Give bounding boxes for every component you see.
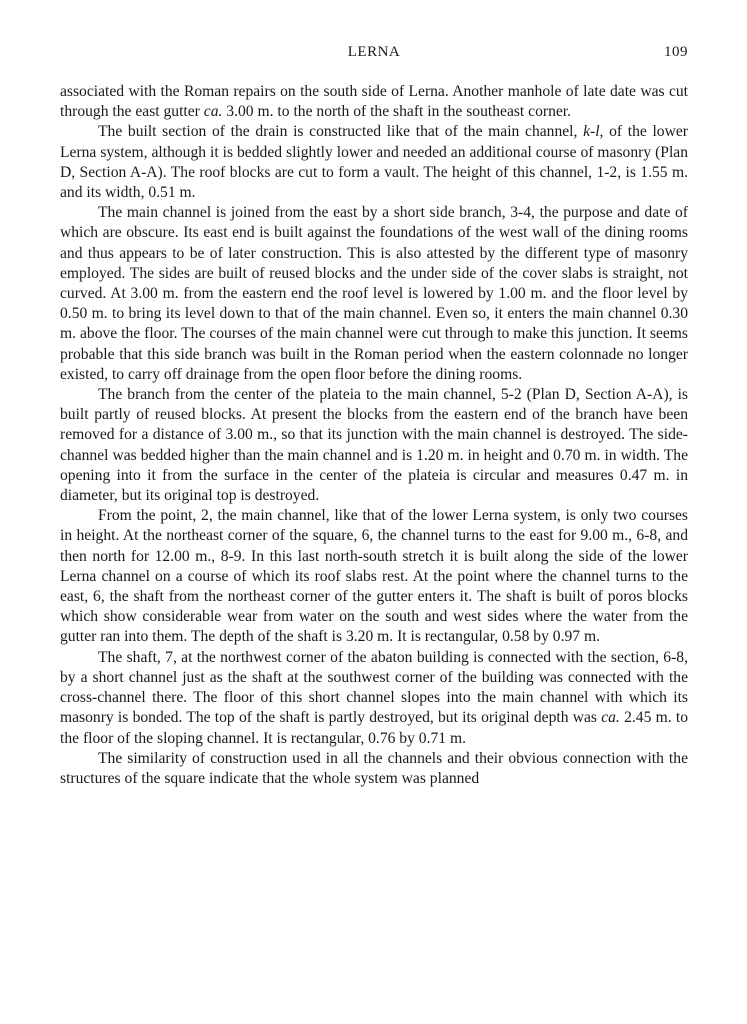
text-span: The main channel is joined from the east by a short side branch, 3-4, the purpose and date of which are obscure. Its east end is built against the foundations of the west wall of the dining rooms and thus appears to be of later construction. This is also attested by the different type of masonry employed. The sides are built of reused blocks and the under side of the cover slabs is straight, not curved. At 3.00 m. from the eastern end the roof level is lowered by 1.00 m. and the floor level by 0.50 m. to bring its level down to that of the main channel. Even so, it enters the main channel 0.30 m. above the floor. The courses of the main channel were cut through to make this junction. It seems probable that this side branch was built in the Roman period when the eastern colonnade no longer existed, to carry off drainage from the open floor before the dining rooms. [60, 204, 688, 383]
text-span: associated with the Roman repairs on the south side of Lerna. Another manhole of late date was cut through the east gutter [60, 83, 688, 121]
paragraph-5 [60, 506, 688, 647]
paragraph-1 [60, 82, 688, 122]
paragraph-6 [60, 648, 688, 749]
text-span: The shaft, 7, at the northwest corner of the abaton building is connected with the section, 6-8, by a short channel just as the shaft at the southwest corner of the building was connected with the cross-channel there. The floor of this short channel slopes into the main channel with which its masonry is bonded. The top of the shaft is partly destroyed, but its original depth was [60, 648, 688, 727]
italic-span: ca. [601, 709, 620, 727]
body-text [60, 82, 688, 789]
italic-span: ca. [203, 103, 223, 121]
paragraph-3 [60, 203, 688, 385]
page [60, 44, 688, 789]
text-span: of the lower Lerna system, although it is bedded slightly lower and needed an additional course of masonry (Plan D, Section A-A). The roof blocks are cut to form a vault. The height of this channel, 1-2, is 1.55 m. and its width, 0.51 m. [60, 123, 688, 202]
paragraph-7 [60, 749, 688, 789]
text-span: 3.00 m. to the north of the shaft in the southeast corner. [222, 103, 572, 121]
text-span: 2.45 m. to the floor of the sloping channel. It is rectangular, 0.76 by 0.71 m. [60, 709, 688, 747]
page-number: 109 [664, 44, 688, 60]
running-title: LERNA [347, 44, 401, 60]
text-span: The built section of the drain is constructed like that of the main channel, [98, 123, 584, 141]
text-span: The similarity of construction used in all the channels and their obvious connection with the structures of the square indicate that the whole system was planned [60, 749, 688, 787]
paragraph-4 [60, 385, 688, 506]
running-head [60, 44, 688, 68]
text-span: From the point, 2, the main channel, like that of the lower Lerna system, is only two courses in height. At the northeast corner of the square, 6, the channel turns to the east for 9.00 m., 6-8, and then north for 12.00 m., 8-9. In this last north-south stretch it is built along the side of the lower Lerna channel on a course of which its roof slabs rest. At the point where the channel turns to the east, 6, the shaft from the northeast corner of the gutter enters it. The shaft is built of poros blocks which show considerable wear from water on the south and west sides where the water from the gutter ran into them. The depth of the shaft is 3.20 m. It is rectangular, 0.58 by 0.97 m. [60, 507, 688, 646]
italic-span: k-l, [583, 123, 604, 141]
text-span: The branch from the center of the plateia to the main channel, 5-2 (Plan D, Section A-A), is built partly of reused blocks. At present the blocks from the eastern end of the branch have been removed for a distance of 3.00 m., so that its junction with the main channel is destroyed. The side-channel was bedded higher than the main channel and is 1.20 m. in height and 0.70 m. in width. The opening into it from the surface in the center of the plateia is circular and measures 0.47 m. in diameter, but its original top is destroyed. [60, 386, 688, 505]
paragraph-2 [60, 122, 688, 203]
